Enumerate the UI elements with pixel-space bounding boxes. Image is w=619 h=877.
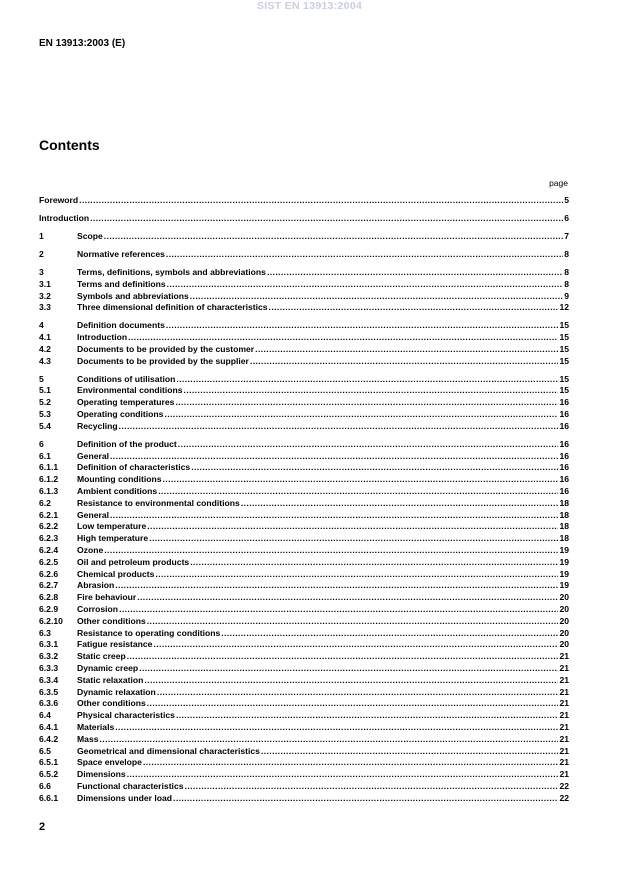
toc-dot-leader	[128, 332, 558, 344]
toc-entry-number: 6.6	[39, 780, 51, 791]
toc-entry-number: 6.3.4	[39, 674, 59, 685]
toc-entry-page: 21	[559, 721, 569, 732]
toc-entry[interactable]	[39, 486, 569, 498]
toc-entry-title: Dimensions under load	[77, 792, 173, 803]
table-of-contents	[39, 195, 569, 805]
toc-entry-number: 3.3	[39, 302, 51, 313]
toc-entry-title: Dimensions	[77, 769, 126, 780]
toc-entry-title: Foreword	[39, 195, 79, 205]
toc-dot-leader	[241, 498, 559, 510]
toc-entry-number: 3.2	[39, 290, 51, 301]
toc-entry-title: High temperature	[77, 533, 149, 544]
toc-entry-page: 15	[559, 320, 569, 331]
toc-entry-number: 3	[39, 266, 44, 277]
toc-entry[interactable]	[39, 628, 569, 640]
toc-entry[interactable]	[39, 734, 569, 746]
toc-dot-leader	[110, 451, 558, 463]
toc-entry[interactable]	[39, 698, 569, 710]
toc-entry-page: 15	[559, 343, 569, 354]
toc-entry[interactable]	[39, 356, 569, 368]
toc-entry-number: 6.2	[39, 497, 51, 508]
toc-entry-number: 5.3	[39, 409, 51, 420]
toc-entry-page: 20	[559, 639, 569, 650]
toc-entry[interactable]	[39, 557, 569, 569]
toc-entry-title: Terms and definitions	[77, 278, 166, 289]
toc-entry-number: 5.1	[39, 385, 51, 396]
toc-entry[interactable]	[39, 374, 569, 386]
toc-entry-title: Abrasion	[77, 580, 115, 591]
toc-entry-page: 21	[559, 757, 569, 768]
toc-dot-leader	[144, 675, 558, 687]
toc-entry-number: 6.4.1	[39, 721, 59, 732]
toc-entry[interactable]	[39, 249, 569, 261]
toc-entry-page: 20	[559, 615, 569, 626]
toc-dot-leader	[127, 651, 559, 663]
toc-entry[interactable]	[39, 757, 569, 769]
toc-dot-leader	[255, 344, 558, 356]
toc-entry-number: 6.3.2	[39, 651, 59, 662]
toc-entry-number: 6.2.7	[39, 580, 59, 591]
toc-entry[interactable]	[39, 344, 569, 356]
toc-entry[interactable]	[39, 320, 569, 332]
toc-entry-title: Dynamic creep	[77, 663, 139, 673]
toc-dot-leader	[185, 781, 559, 793]
toc-dot-leader	[191, 462, 558, 474]
toc-entry-number: 6.2.3	[39, 533, 59, 544]
toc-entry-title: Introduction	[77, 332, 128, 343]
toc-entry-title: Definition of the product	[77, 438, 177, 449]
toc-dot-leader	[166, 249, 563, 261]
page-title: Contents	[39, 137, 100, 153]
toc-entry-number: 6.3.3	[39, 663, 59, 673]
toc-entry[interactable]	[39, 195, 569, 207]
toc-entry[interactable]	[39, 279, 569, 291]
toc-dot-leader	[139, 663, 558, 675]
toc-entry[interactable]	[39, 604, 569, 616]
watermark: SIST EN 13913:2004	[256, 0, 363, 12]
toc-entry-page: 19	[559, 556, 569, 567]
toc-dot-leader	[261, 746, 559, 758]
toc-entry-title: Dynamic relaxation	[77, 686, 156, 697]
toc-dot-leader	[90, 213, 563, 225]
toc-entry-number: 6.5	[39, 745, 51, 756]
toc-dot-leader	[155, 569, 558, 581]
toc-entry-page: 6	[564, 212, 569, 223]
toc-entry[interactable]	[39, 385, 569, 397]
toc-dot-leader	[158, 486, 558, 498]
toc-dot-leader	[157, 687, 559, 699]
toc-entry-page: 20	[559, 627, 569, 638]
toc-entry-page: 16	[559, 397, 569, 408]
toc-dot-leader	[173, 793, 558, 805]
toc-entry-page: 12	[559, 302, 569, 313]
toc-entry-page: 21	[559, 710, 569, 721]
toc-entry-title: Operating conditions	[77, 409, 164, 420]
toc-entry-title: Terms, definitions, symbols and abbreviations	[77, 266, 266, 277]
toc-entry-page: 21	[559, 686, 569, 697]
toc-entry-number: 6.3	[39, 627, 51, 638]
toc-dot-leader	[79, 195, 563, 207]
toc-entry[interactable]	[39, 213, 569, 225]
toc-entry-title: Documents to be provided by the supplier	[77, 355, 249, 366]
toc-entry-number: 6.1	[39, 450, 51, 461]
toc-entry-title: Definition documents	[77, 320, 165, 331]
toc-entry-title: Resistance to operating conditions	[77, 627, 221, 638]
toc-entry-title: Materials	[77, 721, 115, 732]
toc-entry[interactable]	[39, 580, 569, 592]
toc-dot-leader	[119, 421, 559, 433]
toc-entry-number: 6.1.2	[39, 474, 59, 485]
toc-dot-leader	[110, 510, 558, 522]
toc-entry-page: 16	[559, 409, 569, 420]
toc-entry[interactable]	[39, 332, 569, 344]
toc-entry-page: 21	[559, 769, 569, 780]
toc-entry-number: 6.2.9	[39, 604, 59, 615]
toc-entry-page: 19	[559, 580, 569, 591]
toc-entry[interactable]	[39, 302, 569, 314]
toc-entry[interactable]	[39, 769, 569, 781]
toc-entry-number: 6.2.2	[39, 521, 59, 532]
toc-entry[interactable]	[39, 639, 569, 651]
toc-entry-title: Symbols and abbreviations	[77, 290, 189, 301]
toc-entry-page: 16	[559, 462, 569, 473]
toc-entry[interactable]	[39, 521, 569, 533]
toc-entry[interactable]	[39, 421, 569, 433]
toc-dot-leader	[175, 397, 558, 409]
toc-entry-page: 21	[559, 745, 569, 756]
toc-entry-page: 19	[559, 545, 569, 556]
toc-entry-title: Resistance to environmental conditions	[77, 497, 240, 508]
toc-entry-title: Physical characteristics	[77, 710, 175, 721]
toc-dot-leader	[147, 698, 559, 710]
toc-entry[interactable]	[39, 651, 569, 663]
toc-dot-leader	[143, 757, 558, 769]
toc-entry-title: Ambient conditions	[77, 486, 158, 497]
toc-entry-title: Chemical products	[77, 568, 155, 579]
toc-entry-title: Fire behaviour	[77, 592, 137, 603]
toc-entry-page: 21	[559, 698, 569, 709]
toc-entry-title: Mounting conditions	[77, 474, 162, 485]
toc-entry[interactable]	[39, 663, 569, 675]
toc-entry-page: 7	[564, 230, 569, 241]
toc-entry-number: 6.6.1	[39, 792, 59, 803]
toc-entry-number: 6.3.1	[39, 639, 59, 650]
toc-entry[interactable]	[39, 710, 569, 722]
toc-dot-leader	[184, 385, 559, 397]
toc-entry-page: 21	[559, 674, 569, 685]
toc-entry-title: Other conditions	[77, 698, 146, 709]
toc-entry-page: 15	[559, 355, 569, 366]
toc-entry-page: 8	[564, 278, 569, 289]
toc-entry-page: 15	[559, 373, 569, 384]
toc-entry[interactable]	[39, 722, 569, 734]
footer-page-number: 2	[39, 821, 46, 833]
toc-dot-leader	[163, 474, 559, 486]
toc-entry[interactable]	[39, 675, 569, 687]
toc-entry-title: Mass	[77, 733, 99, 744]
toc-entry[interactable]	[39, 510, 569, 522]
toc-entry-number: 6.5.1	[39, 757, 59, 768]
toc-entry-page: 16	[559, 450, 569, 461]
toc-entry-number: 6.4	[39, 710, 51, 721]
toc-entry-title: Other conditions	[77, 615, 146, 626]
toc-entry-number: 4.2	[39, 343, 51, 354]
toc-entry-title: Oil and petroleum products	[77, 556, 190, 567]
toc-entry-page: 21	[559, 651, 569, 662]
toc-entry[interactable]	[39, 616, 569, 628]
toc-entry-title: Normative references	[77, 248, 165, 259]
toc-dot-leader	[104, 231, 563, 243]
toc-entry-number: 5.4	[39, 420, 51, 431]
toc-entry[interactable]	[39, 793, 569, 805]
toc-dot-leader	[167, 279, 564, 291]
toc-dot-leader	[115, 722, 558, 734]
toc-entry[interactable]	[39, 498, 569, 510]
toc-entry-title: Static creep	[77, 651, 126, 662]
toc-entry-title: Introduction	[39, 212, 90, 223]
toc-entry-title: Functional characteristics	[77, 780, 184, 791]
toc-entry[interactable]	[39, 533, 569, 545]
toc-entry-page: 18	[559, 521, 569, 532]
toc-entry-page: 21	[559, 663, 569, 673]
toc-entry-page: 19	[559, 568, 569, 579]
toc-entry-page: 16	[559, 420, 569, 431]
toc-entry-page: 15	[559, 332, 569, 343]
toc-entry[interactable]	[39, 291, 569, 303]
toc-entry-number: 4.3	[39, 355, 51, 366]
toc-entry-number: 4	[39, 320, 44, 331]
toc-dot-leader	[127, 769, 559, 781]
toc-entry-page: 9	[564, 290, 569, 301]
toc-entry-number: 6.2.8	[39, 592, 59, 603]
toc-dot-leader	[269, 302, 559, 314]
toc-entry-number: 4.1	[39, 332, 51, 343]
toc-entry[interactable]	[39, 439, 569, 451]
toc-entry-number: 6.4.2	[39, 733, 59, 744]
toc-entry-page: 8	[564, 266, 569, 277]
toc-entry-title: Fatigue resistance	[77, 639, 153, 650]
toc-dot-leader	[166, 320, 559, 332]
toc-entry[interactable]	[39, 687, 569, 699]
toc-entry-title: Documents to be provided by the customer	[77, 343, 255, 354]
toc-entry-page: 22	[559, 792, 569, 803]
toc-entry-number: 6.2.10	[39, 615, 63, 626]
toc-entry[interactable]	[39, 267, 569, 279]
toc-entry-title: Three dimensional definition of characteristics	[77, 302, 268, 313]
toc-entry-page: 21	[559, 733, 569, 744]
toc-entry-number: 2	[39, 248, 44, 259]
toc-entry-title: Conditions of utilisation	[77, 373, 176, 384]
toc-entry-number: 6.1.3	[39, 486, 59, 497]
toc-entry[interactable]	[39, 746, 569, 758]
page-column-label: page	[549, 178, 568, 188]
toc-dot-leader	[176, 374, 558, 386]
toc-dot-leader	[267, 267, 563, 279]
toc-entry-title: Environmental conditions	[77, 385, 183, 396]
toc-entry-page: 18	[559, 533, 569, 544]
document-id: EN 13913:2003 (E)	[39, 38, 126, 49]
toc-dot-leader	[119, 604, 558, 616]
toc-dot-leader	[250, 356, 559, 368]
toc-entry-number: 6.5.2	[39, 769, 59, 780]
toc-entry-page: 5	[564, 195, 569, 205]
toc-dot-leader	[153, 639, 558, 651]
toc-entry-title: Definition of characteristics	[77, 462, 191, 473]
toc-entry-page: 18	[559, 497, 569, 508]
toc-entry[interactable]	[39, 451, 569, 463]
toc-entry-title: Recycling	[77, 420, 118, 431]
toc-entry-title: General	[77, 509, 110, 520]
toc-entry-number: 6.3.5	[39, 686, 59, 697]
toc-entry-title: Corrosion	[77, 604, 119, 615]
toc-entry-number: 6	[39, 438, 44, 449]
toc-dot-leader	[104, 545, 558, 557]
toc-entry-number: 6.2.5	[39, 556, 59, 567]
toc-entry[interactable]	[39, 592, 569, 604]
toc-dot-leader	[176, 710, 559, 722]
toc-entry-title: General	[77, 450, 110, 461]
toc-entry-number: 6.2.4	[39, 545, 59, 556]
toc-entry-number: 5.2	[39, 397, 51, 408]
toc-entry-page: 20	[559, 592, 569, 603]
toc-entry-page: 16	[559, 438, 569, 449]
toc-dot-leader	[178, 439, 559, 451]
toc-dot-leader	[164, 409, 558, 421]
toc-entry[interactable]	[39, 545, 569, 557]
toc-entry-number: 6.3.6	[39, 698, 59, 709]
toc-dot-leader	[190, 291, 563, 303]
toc-entry-title: Space envelope	[77, 757, 142, 768]
toc-entry-page: 20	[559, 604, 569, 615]
toc-dot-leader	[147, 521, 558, 533]
toc-entry[interactable]	[39, 474, 569, 486]
toc-entry-number: 6.1.1	[39, 462, 59, 473]
toc-dot-leader	[190, 557, 558, 569]
toc-entry-title: Ozone	[77, 545, 104, 556]
toc-entry[interactable]	[39, 231, 569, 243]
toc-dot-leader	[100, 734, 559, 746]
toc-dot-leader	[137, 592, 558, 604]
toc-entry-title: Geometrical and dimensional characteristics	[77, 745, 260, 756]
toc-dot-leader	[149, 533, 558, 545]
toc-entry[interactable]	[39, 569, 569, 581]
toc-entry-number: 3.1	[39, 278, 51, 289]
toc-entry-page: 15	[559, 385, 569, 396]
toc-entry-page: 16	[559, 486, 569, 497]
toc-dot-leader	[147, 616, 559, 628]
toc-entry-number: 6.2.1	[39, 509, 59, 520]
toc-entry-page: 22	[559, 780, 569, 791]
toc-entry[interactable]	[39, 409, 569, 421]
toc-entry-number: 1	[39, 230, 44, 241]
toc-entry-title: Low temperature	[77, 521, 147, 532]
toc-entry-page: 16	[559, 474, 569, 485]
toc-entry-page: 8	[564, 248, 569, 259]
toc-entry[interactable]	[39, 781, 569, 793]
toc-entry-number: 5	[39, 373, 44, 384]
toc-entry[interactable]	[39, 462, 569, 474]
toc-entry-number: 6.2.6	[39, 568, 59, 579]
toc-entry[interactable]	[39, 397, 569, 409]
toc-entry-title: Scope	[77, 230, 103, 241]
toc-entry-title: Static relaxation	[77, 674, 144, 685]
toc-dot-leader	[115, 580, 558, 592]
toc-dot-leader	[221, 628, 558, 640]
toc-entry-page: 18	[559, 509, 569, 520]
toc-entry-title: Operating temperatures	[77, 397, 175, 408]
